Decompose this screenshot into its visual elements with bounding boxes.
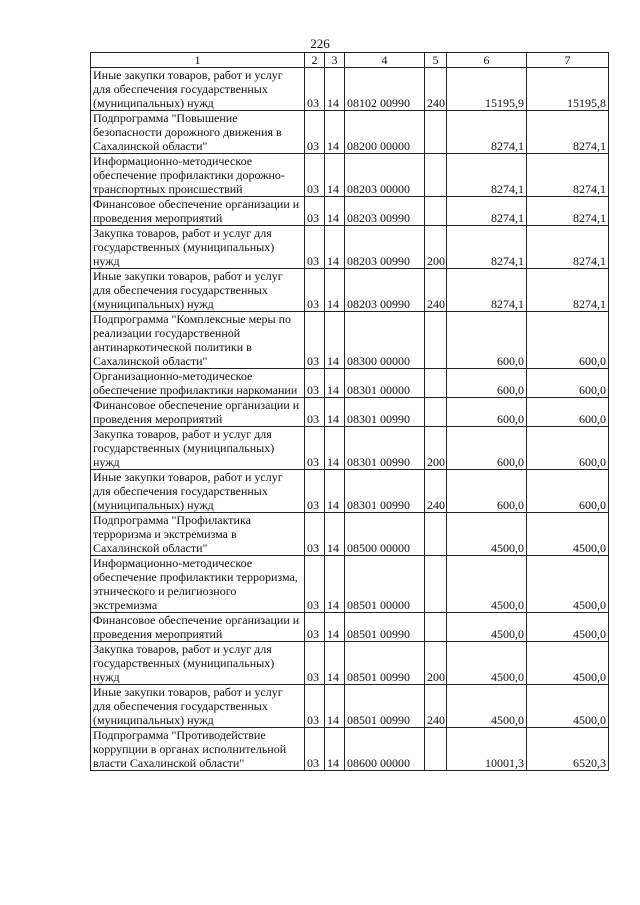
table-row: [91, 226, 609, 269]
row-value-col6: 8274,1: [447, 269, 527, 312]
row-name: Финансовое обеспечение организации и проведения мероприятий: [91, 197, 305, 226]
row-value-col7: 4500,0: [527, 685, 609, 728]
row-value-col6: 4500,0: [447, 685, 527, 728]
row-value-col7: 8274,1: [527, 226, 609, 269]
row-value-col7: 600,0: [527, 427, 609, 470]
row-section: 03: [305, 197, 325, 226]
table-row: [91, 154, 609, 197]
row-section: 03: [305, 398, 325, 427]
row-target-code: 08203 00990: [345, 269, 425, 312]
row-value-col6: 4500,0: [447, 556, 527, 613]
row-section: 03: [305, 154, 325, 197]
header-col-7: 7: [527, 53, 609, 68]
row-name: Закупка товаров, работ и услуг для государственных (муниципальных) нужд: [91, 427, 305, 470]
row-section: 03: [305, 685, 325, 728]
row-subsection: 14: [325, 556, 345, 613]
row-target-code: 08102 00990: [345, 68, 425, 111]
table-row: [91, 197, 609, 226]
row-target-code: 08501 00990: [345, 613, 425, 642]
row-name: Закупка товаров, работ и услуг для государственных (муниципальных) нужд: [91, 642, 305, 685]
row-target-code: 08200 00000: [345, 111, 425, 154]
row-target-code: 08301 00990: [345, 398, 425, 427]
table-row: [91, 312, 609, 369]
row-value-col7: 600,0: [527, 312, 609, 369]
row-expense-type: [425, 111, 447, 154]
row-expense-type: [425, 398, 447, 427]
table-row: [91, 556, 609, 613]
row-name: Информационно-методическое обеспечение профилактики дорожно-транспортных происшествий: [91, 154, 305, 197]
row-section: 03: [305, 470, 325, 513]
row-subsection: 14: [325, 68, 345, 111]
table-row: [91, 427, 609, 470]
row-target-code: 08203 00000: [345, 154, 425, 197]
table-row: [91, 111, 609, 154]
row-value-col7: 600,0: [527, 398, 609, 427]
row-value-col7: 4500,0: [527, 556, 609, 613]
row-target-code: 08301 00000: [345, 369, 425, 398]
row-subsection: 14: [325, 642, 345, 685]
row-value-col6: 600,0: [447, 369, 527, 398]
row-subsection: 14: [325, 613, 345, 642]
row-subsection: 14: [325, 369, 345, 398]
row-value-col6: 8274,1: [447, 197, 527, 226]
table-row: [91, 470, 609, 513]
header-col-3: 3: [325, 53, 345, 68]
row-value-col7: 8274,1: [527, 269, 609, 312]
row-value-col6: 600,0: [447, 470, 527, 513]
header-col-2: 2: [305, 53, 325, 68]
row-name: Иные закупки товаров, работ и услуг для обеспечения государственных (муниципальных) нужд: [91, 269, 305, 312]
header-row: [91, 53, 609, 68]
row-expense-type: 240: [425, 68, 447, 111]
row-value-col6: 4500,0: [447, 613, 527, 642]
row-subsection: 14: [325, 197, 345, 226]
header-col-1: 1: [91, 53, 305, 68]
header-col-4: 4: [345, 53, 425, 68]
row-subsection: 14: [325, 111, 345, 154]
header-col-6: 6: [447, 53, 527, 68]
row-expense-type: 200: [425, 642, 447, 685]
row-target-code: 08203 00990: [345, 197, 425, 226]
row-section: 03: [305, 513, 325, 556]
table-row: [91, 685, 609, 728]
row-section: 03: [305, 728, 325, 771]
row-value-col6: 8274,1: [447, 111, 527, 154]
row-name: Организационно-методическое обеспечение профилактики наркомании: [91, 369, 305, 398]
row-value-col6: 600,0: [447, 427, 527, 470]
row-target-code: 08501 00990: [345, 642, 425, 685]
row-target-code: 08501 00990: [345, 685, 425, 728]
budget-table: [90, 52, 609, 771]
page-number: 226: [310, 36, 330, 51]
row-subsection: 14: [325, 470, 345, 513]
table-row: [91, 728, 609, 771]
row-name: Закупка товаров, работ и услуг для государственных (муниципальных) нужд: [91, 226, 305, 269]
row-value-col6: 600,0: [447, 312, 527, 369]
row-value-col6: 600,0: [447, 398, 527, 427]
row-value-col7: 8274,1: [527, 111, 609, 154]
row-name: Финансовое обеспечение организации и проведения мероприятий: [91, 613, 305, 642]
row-section: 03: [305, 642, 325, 685]
row-value-col6: 8274,1: [447, 154, 527, 197]
row-value-col7: 4500,0: [527, 642, 609, 685]
row-expense-type: [425, 312, 447, 369]
row-name: Подпрограмма "Комплексные меры по реализации государственной антинаркотической политики в Сахалинской области": [91, 312, 305, 369]
row-expense-type: [425, 556, 447, 613]
row-section: 03: [305, 226, 325, 269]
row-section: 03: [305, 68, 325, 111]
row-value-col7: 8274,1: [527, 154, 609, 197]
row-expense-type: [425, 728, 447, 771]
row-expense-type: [425, 154, 447, 197]
row-target-code: 08301 00990: [345, 470, 425, 513]
row-expense-type: [425, 613, 447, 642]
table-row: [91, 398, 609, 427]
row-expense-type: 200: [425, 427, 447, 470]
row-value-col6: 8274,1: [447, 226, 527, 269]
table-row: [91, 369, 609, 398]
row-target-code: 08301 00990: [345, 427, 425, 470]
row-target-code: 08300 00000: [345, 312, 425, 369]
row-subsection: 14: [325, 728, 345, 771]
header-col-5: 5: [425, 53, 447, 68]
row-target-code: 08501 00000: [345, 556, 425, 613]
row-section: 03: [305, 312, 325, 369]
row-name: Подпрограмма "Профилактика терроризма и экстремизма в Сахалинской области": [91, 513, 305, 556]
row-subsection: 14: [325, 269, 345, 312]
row-subsection: 14: [325, 226, 345, 269]
row-value-col7: 15195,8: [527, 68, 609, 111]
row-value-col7: 600,0: [527, 369, 609, 398]
row-section: 03: [305, 369, 325, 398]
row-target-code: 08203 00990: [345, 226, 425, 269]
row-subsection: 14: [325, 312, 345, 369]
row-subsection: 14: [325, 513, 345, 556]
row-section: 03: [305, 269, 325, 312]
row-value-col6: 4500,0: [447, 642, 527, 685]
row-subsection: 14: [325, 398, 345, 427]
row-value-col7: 4500,0: [527, 513, 609, 556]
table-row: [91, 613, 609, 642]
table-row: [91, 513, 609, 556]
row-subsection: 14: [325, 685, 345, 728]
row-section: 03: [305, 427, 325, 470]
row-expense-type: 240: [425, 269, 447, 312]
row-subsection: 14: [325, 154, 345, 197]
row-target-code: 08500 00000: [345, 513, 425, 556]
table-row: [91, 68, 609, 111]
row-expense-type: [425, 197, 447, 226]
row-subsection: 14: [325, 427, 345, 470]
row-value-col7: 600,0: [527, 470, 609, 513]
row-name: Подпрограмма "Противодействие коррупции в органах исполнительной власти Сахалинской области": [91, 728, 305, 771]
row-name: Иные закупки товаров, работ и услуг для обеспечения государственных (муниципальных) нужд: [91, 685, 305, 728]
row-expense-type: 200: [425, 226, 447, 269]
row-expense-type: 240: [425, 685, 447, 728]
row-expense-type: [425, 513, 447, 556]
row-value-col6: 4500,0: [447, 513, 527, 556]
row-value-col6: 15195,9: [447, 68, 527, 111]
row-value-col7: 8274,1: [527, 197, 609, 226]
row-expense-type: 240: [425, 470, 447, 513]
row-name: Подпрограмма "Повышение безопасности дорожного движения в Сахалинской области": [91, 111, 305, 154]
row-target-code: 08600 00000: [345, 728, 425, 771]
row-name: Иные закупки товаров, работ и услуг для обеспечения государственных (муниципальных) нужд: [91, 68, 305, 111]
row-value-col6: 10001,3: [447, 728, 527, 771]
row-value-col7: 6520,3: [527, 728, 609, 771]
row-section: 03: [305, 556, 325, 613]
table-row: [91, 269, 609, 312]
table-body: [91, 68, 609, 771]
row-expense-type: [425, 369, 447, 398]
row-name: Иные закупки товаров, работ и услуг для обеспечения государственных (муниципальных) нужд: [91, 470, 305, 513]
table-row: [91, 642, 609, 685]
row-value-col7: 4500,0: [527, 613, 609, 642]
row-name: Информационно-методическое обеспечение профилактики терроризма, этнического и религиозного экстремизма: [91, 556, 305, 613]
row-name: Финансовое обеспечение организации и проведения мероприятий: [91, 398, 305, 427]
row-section: 03: [305, 111, 325, 154]
row-section: 03: [305, 613, 325, 642]
